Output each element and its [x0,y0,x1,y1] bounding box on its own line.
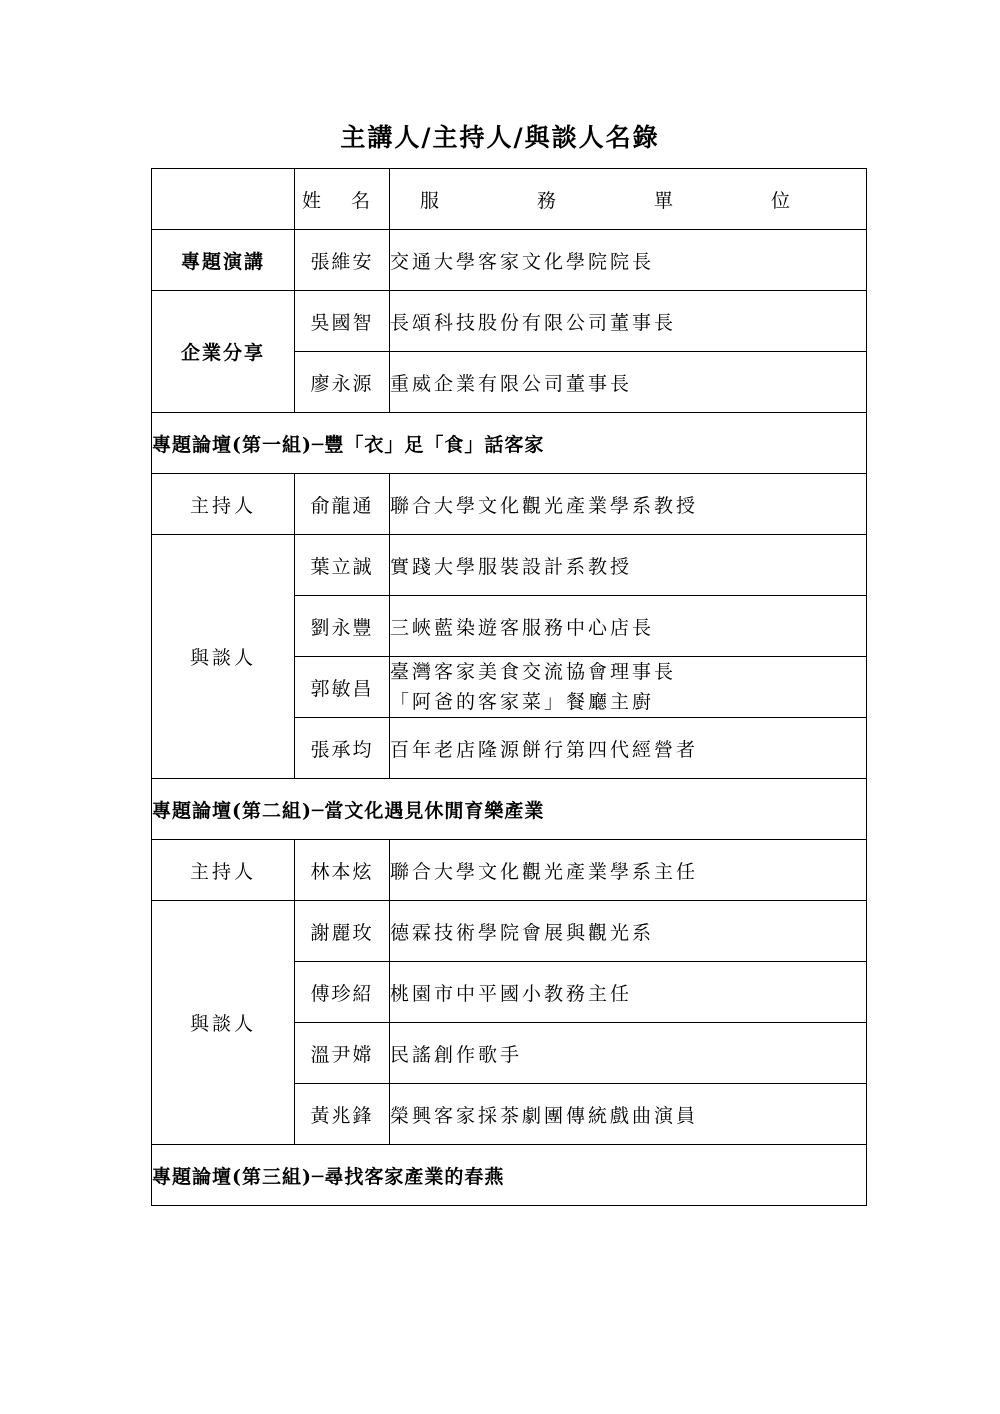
forum2-panel-row [152,901,867,962]
forum1-panel-name: 葉立誠 [295,535,390,596]
keynote-row [152,230,867,291]
forum1-panel-name: 郭敏昌 [295,657,390,718]
keynote-unit: 交通大學客家文化學院院長 [390,230,867,291]
forum1-panel-unit: 百年老店隆源餅行第四代經營者 [390,718,867,779]
forum1-panel-unit: 三峽藍染遊客服務中心店長 [390,596,867,657]
forum1-host-label: 主持人 [152,474,295,535]
forum2-panel-unit: 桃園市中平國小教務主任 [390,962,867,1023]
header-blank-cell [152,169,295,230]
forum2-panel-name: 謝麗玫 [295,901,390,962]
forum2-panel-label: 與談人 [152,901,295,1145]
business-category: 企業分享 [152,291,295,413]
forum1-panel-unit: 實踐大學服裝設計系教授 [390,535,867,596]
business-row [152,291,867,352]
forum1-host-name: 俞龍通 [295,474,390,535]
forum3-section-row [152,1145,867,1206]
forum1-panel-unit-line2: 「阿爸的客家菜」餐廳主廚 [390,691,655,713]
forum1-panel-label: 與談人 [152,535,295,779]
forum2-panel-name: 傅珍紹 [295,962,390,1023]
business-name: 吳國智 [295,291,390,352]
forum2-host-name: 林本炫 [295,840,390,901]
roster-table [151,168,867,1206]
business-unit: 重威企業有限公司董事長 [390,352,867,413]
forum2-host-row [152,840,867,901]
forum2-panel-unit: 民謠創作歌手 [390,1023,867,1084]
keynote-name: 張維安 [295,230,390,291]
forum1-panel-unit-line1: 臺灣客家美食交流協會理事長 [390,661,677,683]
forum2-panel-name: 黃兆鋒 [295,1084,390,1145]
forum2-panel-unit: 德霖技術學院會展與觀光系 [390,901,867,962]
forum1-host-row [152,474,867,535]
forum2-host-unit: 聯合大學文化觀光產業學系主任 [390,840,867,901]
forum1-section-row [152,413,867,474]
forum1-panel-unit [390,657,867,718]
header-unit: 服 務 單 位 [390,169,867,230]
business-unit: 長頌科技股份有限公司董事長 [390,291,867,352]
business-name: 廖永源 [295,352,390,413]
forum3-section-title: 專題論壇(第三組)─尋找客家產業的春燕 [152,1145,867,1206]
forum1-panel-name: 劉永豐 [295,596,390,657]
page-title: 主講人/主持人/與談人名錄 [340,123,660,152]
forum1-panel-row [152,535,867,596]
forum2-section-title: 專題論壇(第二組)─當文化遇見休閒育樂產業 [152,779,867,840]
forum1-panel-name: 張承均 [295,718,390,779]
header-name: 姓 名 [295,169,390,230]
forum1-host-unit: 聯合大學文化觀光產業學系教授 [390,474,867,535]
forum2-panel-name: 溫尹嫦 [295,1023,390,1084]
header-row [152,169,867,230]
keynote-category: 專題演講 [152,230,295,291]
forum2-section-row [152,779,867,840]
forum2-panel-unit: 榮興客家採茶劇團傳統戲曲演員 [390,1084,867,1145]
forum1-section-title: 專題論壇(第一組)─豐「衣」足「食」話客家 [152,413,867,474]
forum2-host-label: 主持人 [152,840,295,901]
